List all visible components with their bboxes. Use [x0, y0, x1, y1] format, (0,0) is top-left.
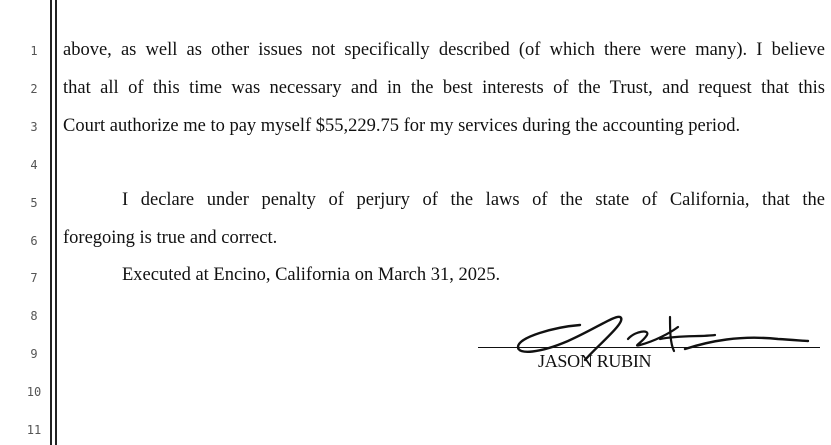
signer-name: JASON RUBIN — [538, 351, 652, 371]
declaration-line-5: I declare under penalty of perjury of the laws of the state of California, that the — [122, 190, 825, 210]
line-number-8: 8 — [30, 309, 38, 323]
paragraph-line-1: above, as well as other issues not specifically described (of which there were many). I believe — [63, 40, 825, 60]
left-margin-rule-inner — [55, 0, 57, 445]
line-number-5: 5 — [30, 196, 38, 210]
line-number-9: 9 — [30, 347, 38, 361]
line-number-10: 10 — [26, 385, 42, 399]
line-number-4: 4 — [30, 158, 38, 172]
line-number-7: 7 — [30, 271, 38, 285]
execution-statement: Executed at Encino, California on March 31, 2025. — [122, 265, 501, 285]
paragraph-line-2: that all of this time was necessary and in the best interests of the Trust, and request that this — [63, 78, 825, 98]
line-number-3: 3 — [30, 120, 38, 134]
line-number-6: 6 — [30, 234, 38, 248]
line-number-1: 1 — [30, 44, 38, 58]
line-number-11: 11 — [26, 423, 42, 437]
line-number-2: 2 — [30, 82, 38, 96]
left-margin-rule-outer — [50, 0, 52, 445]
paragraph-line-3: Court authorize me to pay myself $55,229.75 for my services during the accounting period. — [63, 116, 741, 136]
declaration-line-6: foregoing is true and correct. — [63, 228, 278, 248]
handwritten-signature — [510, 305, 810, 365]
